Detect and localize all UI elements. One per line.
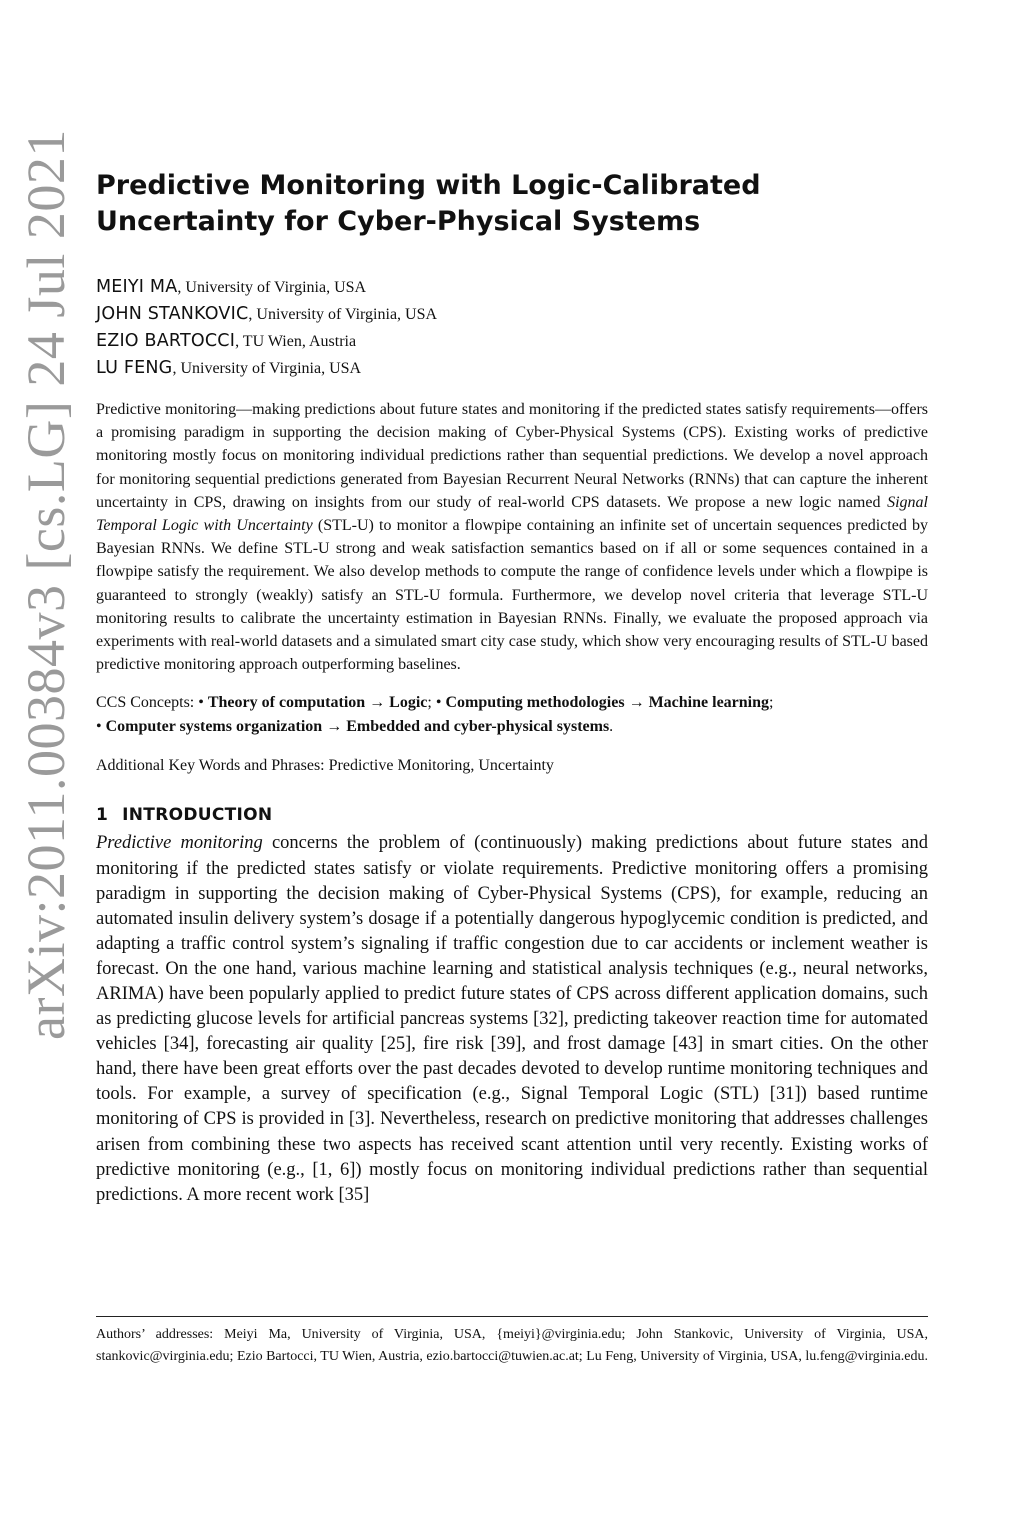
ccs-label: CCS Concepts:: [96, 694, 199, 712]
author-name: EZIO BARTOCCI: [96, 331, 236, 351]
ccs-separator: ;: [769, 694, 774, 712]
ccs-separator: ;: [427, 694, 432, 712]
author-entry: MEIYI MA, University of Virginia, USA: [96, 277, 367, 297]
ccs-bullet: •: [198, 694, 204, 712]
intro-lead-term: Predictive monitoring: [96, 833, 263, 854]
keywords: Additional Key Words and Phrases: Predictive Monitoring, Uncertainty: [96, 757, 554, 775]
ccs-concept: Computer systems organization → Embedded and cyber-physical systems: [105, 717, 610, 735]
intro-text: concerns the problem of (continuously) making predictions about future states and monitoring if the predicted states satisfy or violate requirements. Predictive monitoring offers a promising paradigm in supporting the decision making of Cyber-Physical Systems (CPS), for example, reducing an automated insulin delivery system’s dosage if a potentially dangerous hypoglycemic condition is predicted, and adapting a traffic control system’s signaling if traffic congestion due to car accidents or inclement weather is forecast. On the one hand, various machine learning and statistical analysis techniques (e.g., neural networks, ARIMA) have been popularly applied to predict future states of CPS across different application domains, such as predicting glucose levels for artificial pancreas systems [32], predicting takeover reaction time for automated vehicles [34], forecasting air quality [25], fire risk [39], and frost damage [43] in smart cities. On the other hand, there have been great efforts over the past decades devoted to develop runtime monitoring techniques and tools. For example, a survey of specification (e.g., Signal Temporal Logic (STL) [31]) based runtime monitoring of CPS is provided in [3]. Nevertheless, research on predictive monitoring that addresses challenges arisen from combining these two aspects has received scant attention until very recently. Existing works of predictive monitoring (e.g., [1, 6]) mostly focus on monitoring individual predictions rather than sequential predictions. A more recent work [35]: [96, 833, 929, 1205]
ccs-bullet: •: [96, 717, 102, 735]
author-entry: LU FENG, University of Virginia, USA: [96, 358, 362, 378]
author-affiliation: University of Virginia, USA: [180, 360, 362, 377]
author-entry: JOHN STANKOVIC, University of Virginia, USA: [96, 304, 438, 324]
paper-first-page: [96, 168, 928, 1208]
ccs-end: .: [609, 717, 614, 735]
author-list: [96, 274, 928, 382]
abstract-emphasis: Signal Temporal Logic with Uncertainty: [96, 493, 928, 535]
ccs-concept: Theory of computation → Logic: [207, 694, 428, 712]
author-name: LU FENG: [96, 358, 173, 378]
paper-title: Predictive Monitoring with Logic-Calibrated Uncertainty for Cyber-Physical Systems: [96, 170, 761, 237]
author-entry: EZIO BARTOCCI, TU Wien, Austria: [96, 331, 357, 351]
section-number: 1: [96, 805, 109, 826]
ccs-bullet: •: [435, 694, 442, 712]
abstract-text: Predictive monitoring—making predictions about future states and monitoring if the predicted states satisfy requirements—offers a promising paradigm in supporting the decision making of Cyber-Physical Systems (CPS). Existing works of predictive monitoring mostly focus on monitoring individual predictions rather than sequential predictions. We develop a novel approach for monitoring sequential predictions generated from Bayesian Recurrent Neural Networks (RNNs) that can capture the inherent uncertainty in CPS, drawing on insights from our study of real-world CPS datasets. We propose a new logic named: [96, 401, 928, 511]
author-affiliation: TU Wien, Austria: [242, 333, 357, 350]
author-name: JOHN STANKOVIC: [96, 304, 249, 324]
section-title: INTRODUCTION: [122, 805, 273, 826]
author-name: MEIYI MA: [96, 277, 178, 297]
section-heading: [96, 803, 928, 827]
abstract: [96, 398, 928, 676]
arxiv-side-identifier: arXiv:2011.00384v3 [cs.LG] 24 Jul 2021: [16, 129, 76, 1040]
author-affiliation: University of Virginia, USA: [256, 306, 438, 323]
footnote-divider: [96, 1316, 928, 1317]
ccs-concepts: [96, 691, 928, 738]
ccs-concept: Computing methodologies → Machine learning: [445, 694, 770, 712]
abstract-text: (STL-U) to monitor a flowpipe containing an infinite set of uncertain sequences predicted by Bayesian RNNs. We define STL-U strong and weak satisfaction semantics based on if all or some sequences contained in a flowpipe satisfy the requirement. We also develop methods to compute the range of confidence levels under which a flowpipe is guaranteed to strongly (weakly) satisfy an STL-U formula. Furthermore, we develop novel criteria that leverage STL-U monitoring results to calibrate the uncertainty estimation in Bayesian RNNs. Finally, we evaluate the proposed approach via experiments with real-world datasets and a simulated smart city case study, which show very encouraging results of STL-U based predictive monitoring approach outperforming baselines.: [96, 517, 929, 674]
introduction-paragraph: [96, 831, 928, 1207]
author-affiliation: University of Virginia, USA: [185, 279, 367, 296]
authors-addresses-footnote: Authors’ addresses: Meiyi Ma, University of Virginia, USA, {meiyi}@virginia.edu; John Stankovic, University of Virginia, USA, stankovic@virginia.edu; Ezio Bartocci, TU Wien, Austria, ezio.bartocci@tuwien.ac.at; Lu Feng, University of Virginia, USA, lu.feng@virginia.edu.: [96, 1327, 928, 1364]
